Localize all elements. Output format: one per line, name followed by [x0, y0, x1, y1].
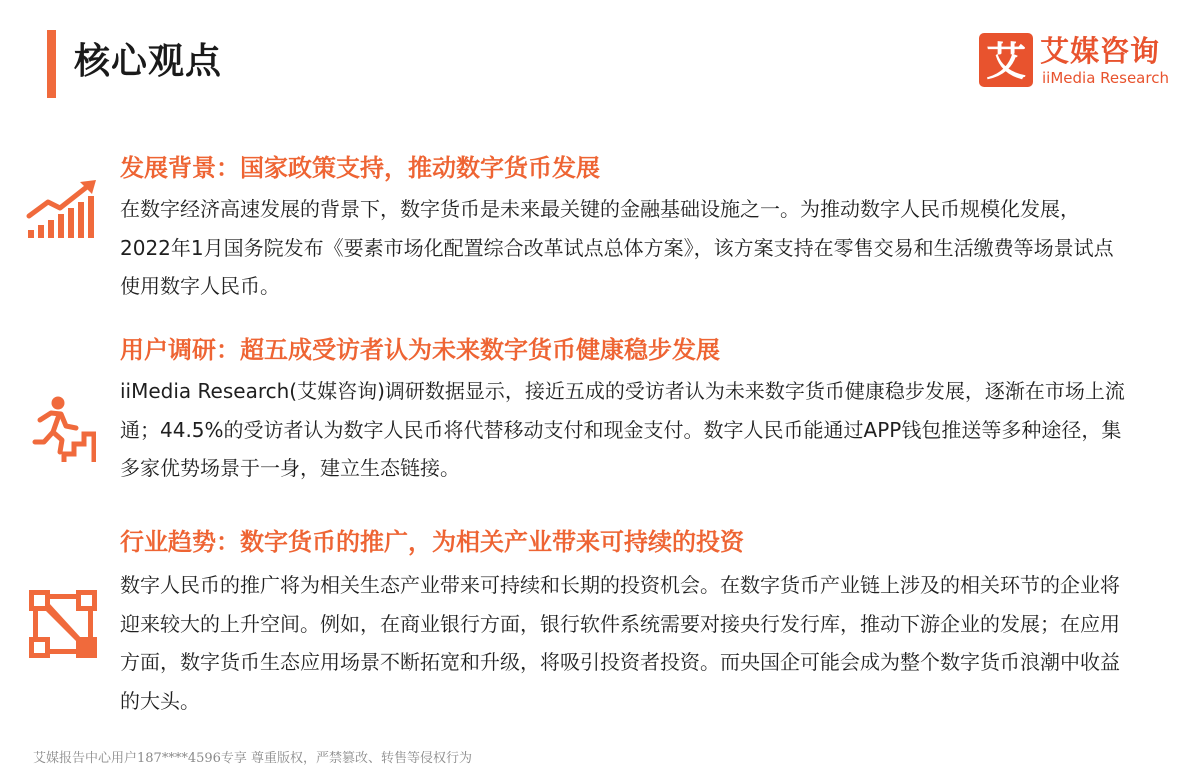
section-heading-user-survey: 用户调研：超五成受访者认为未来数字货币健康稳步发展 — [120, 336, 720, 364]
network-nodes-icon — [29, 590, 97, 658]
brand-name-cn: 艾媒咨询 — [1040, 34, 1161, 68]
section-body-background: 在数字经济高速发展的背景下，数字货币是未来最关键的金融基础设施之一。为推动数字人民币规模化发展，2022年1月国务院发布《要素市场化配置综合改革试点总体方案》，该方案支持在零售交易和生活缴费等场景试点使用数字人民币。 — [120, 197, 1114, 298]
logo-char: 艾 — [986, 39, 1026, 85]
page-title: 核心观点 — [74, 41, 223, 82]
growth-chart-icon — [26, 178, 98, 240]
brand-name-en: iiMedia Research — [1042, 69, 1169, 87]
section-body-user-survey: iiMedia Research(艾媒咨询)调研数据显示，接近五成的受访者认为未来数字货币健康稳步发展，逐渐在市场上流通；44.5%的受访者认为数字人民币将代替移动支付和现金支付。数字人民币能通过APP钱包推送等多种途径，集多家优势场景于一身，建立生态链接。 — [120, 379, 1125, 480]
section-body-industry-trend: 数字人民币的推广将为相关生态产业带来可持续和长期的投资机会。在数字货币产业链上涉及的相关环节的企业将迎来较大的上升空间。例如，在商业银行方面，银行软件系统需要对接央行发行库，推动下游企业的发展；在应用方面，数字货币生态应用场景不断拓宽和升级，将吸引投资者投资。而央国企可能会成为整个数字货币浪潮中收益的大头。 — [120, 573, 1120, 713]
iimedia-logo-icon — [979, 33, 1033, 87]
brand-logo — [979, 33, 1169, 89]
copyright-watermark: 艾媒报告中心用户187****4596专享 尊重版权，严禁篡改、转售等侵权行为 — [33, 751, 473, 766]
section-heading-background: 发展背景：国家政策支持，推动数字货币发展 — [120, 154, 600, 182]
title-accent-bar — [47, 30, 56, 98]
section-heading-industry-trend: 行业趋势：数字货币的推广，为相关产业带来可持续的投资 — [120, 528, 744, 556]
person-climbing-stairs-icon — [32, 396, 96, 464]
